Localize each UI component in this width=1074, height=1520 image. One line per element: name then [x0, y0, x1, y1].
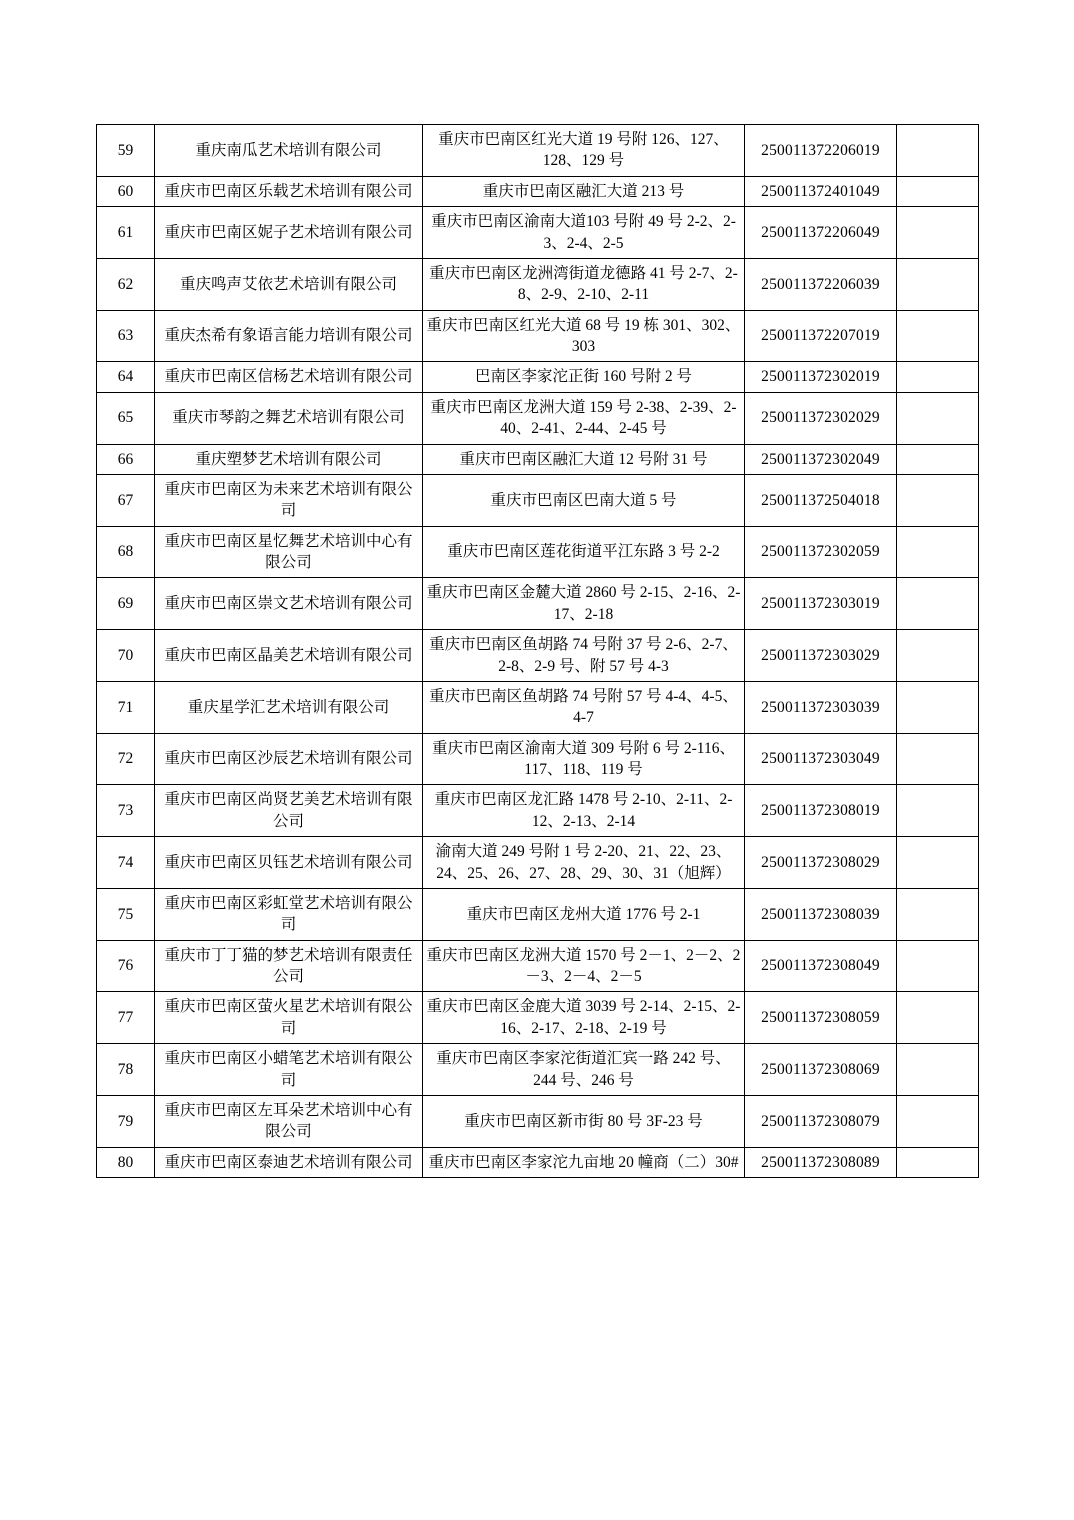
cell-note — [897, 888, 979, 940]
cell-institution-name: 重庆市巴南区沙辰艺术培训有限公司 — [155, 733, 423, 785]
cell-institution-name: 重庆南瓜艺术培训有限公司 — [155, 125, 423, 177]
cell-index: 72 — [97, 733, 155, 785]
cell-institution-name: 重庆市巴南区萤火星艺术培训有限公司 — [155, 992, 423, 1044]
cell-code: 250011372302049 — [745, 444, 897, 474]
cell-code: 250011372504018 — [745, 474, 897, 526]
cell-code: 250011372206019 — [745, 125, 897, 177]
cell-index: 78 — [97, 1044, 155, 1096]
cell-address: 重庆市巴南区渝南大道 309 号附 6 号 2-116、117、118、119 号 — [423, 733, 745, 785]
cell-note — [897, 392, 979, 444]
cell-code: 250011372302059 — [745, 526, 897, 578]
cell-code: 250011372308059 — [745, 992, 897, 1044]
table-row — [97, 207, 979, 259]
cell-note — [897, 1044, 979, 1096]
table-row — [97, 392, 979, 444]
table-row — [97, 785, 979, 837]
cell-code: 250011372308039 — [745, 888, 897, 940]
cell-institution-name: 重庆市巴南区贝钰艺术培训有限公司 — [155, 837, 423, 889]
cell-note — [897, 362, 979, 392]
cell-code: 250011372308049 — [745, 940, 897, 992]
table-row — [97, 681, 979, 733]
table-row — [97, 1044, 979, 1096]
cell-institution-name: 重庆市巴南区小蜡笔艺术培训有限公司 — [155, 1044, 423, 1096]
cell-index: 74 — [97, 837, 155, 889]
cell-code: 250011372302029 — [745, 392, 897, 444]
cell-address: 巴南区李家沱正街 160 号附 2 号 — [423, 362, 745, 392]
cell-institution-name: 重庆市巴南区星忆舞艺术培训中心有限公司 — [155, 526, 423, 578]
cell-institution-name: 重庆市巴南区妮子艺术培训有限公司 — [155, 207, 423, 259]
cell-note — [897, 681, 979, 733]
cell-address: 重庆市巴南区龙州大道 1776 号 2-1 — [423, 888, 745, 940]
cell-address: 重庆市巴南区李家沱街道汇宾一路 242 号、244 号、246 号 — [423, 1044, 745, 1096]
cell-note — [897, 785, 979, 837]
cell-institution-name: 重庆市巴南区晶美艺术培训有限公司 — [155, 630, 423, 682]
cell-code: 250011372308089 — [745, 1147, 897, 1177]
table-row — [97, 444, 979, 474]
cell-code: 250011372303049 — [745, 733, 897, 785]
cell-code: 250011372308079 — [745, 1095, 897, 1147]
table-row — [97, 1095, 979, 1147]
cell-code: 250011372308029 — [745, 837, 897, 889]
table-row — [97, 176, 979, 206]
table-row — [97, 630, 979, 682]
cell-note — [897, 176, 979, 206]
cell-institution-name: 重庆星学汇艺术培训有限公司 — [155, 681, 423, 733]
table-row — [97, 992, 979, 1044]
table-row — [97, 362, 979, 392]
table-row — [97, 1147, 979, 1177]
cell-institution-name: 重庆市丁丁猫的梦艺术培训有限责任公司 — [155, 940, 423, 992]
table-row — [97, 888, 979, 940]
cell-note — [897, 578, 979, 630]
cell-code: 250011372308069 — [745, 1044, 897, 1096]
cell-note — [897, 940, 979, 992]
cell-index: 59 — [97, 125, 155, 177]
cell-note — [897, 474, 979, 526]
cell-institution-name: 重庆市巴南区泰迪艺术培训有限公司 — [155, 1147, 423, 1177]
cell-institution-name: 重庆市巴南区信杨艺术培训有限公司 — [155, 362, 423, 392]
cell-institution-name: 重庆市巴南区左耳朵艺术培训中心有限公司 — [155, 1095, 423, 1147]
cell-code: 250011372303029 — [745, 630, 897, 682]
cell-institution-name: 重庆市巴南区尚贤艺美艺术培训有限公司 — [155, 785, 423, 837]
cell-code: 250011372308019 — [745, 785, 897, 837]
cell-code: 250011372206039 — [745, 258, 897, 310]
cell-address: 重庆市巴南区金麓大道 2860 号 2-15、2-16、2-17、2-18 — [423, 578, 745, 630]
cell-address: 重庆市巴南区鱼胡路 74 号附 37 号 2-6、2-7、2-8、2-9 号、附 57 号 4-3 — [423, 630, 745, 682]
cell-address: 重庆市巴南区龙洲湾街道龙德路 41 号 2-7、2-8、2-9、2-10、2-11 — [423, 258, 745, 310]
cell-note — [897, 630, 979, 682]
cell-code: 250011372206049 — [745, 207, 897, 259]
cell-note — [897, 1095, 979, 1147]
cell-note — [897, 837, 979, 889]
table-row — [97, 125, 979, 177]
cell-note — [897, 733, 979, 785]
cell-index: 61 — [97, 207, 155, 259]
cell-note — [897, 310, 979, 362]
table-row — [97, 474, 979, 526]
table-row — [97, 578, 979, 630]
cell-index: 75 — [97, 888, 155, 940]
cell-index: 73 — [97, 785, 155, 837]
cell-index: 63 — [97, 310, 155, 362]
cell-index: 70 — [97, 630, 155, 682]
cell-address: 重庆市巴南区红光大道 68 号 19 栋 301、302、303 — [423, 310, 745, 362]
table-row — [97, 837, 979, 889]
cell-institution-name: 重庆鸣声艾依艺术培训有限公司 — [155, 258, 423, 310]
cell-note — [897, 207, 979, 259]
cell-index: 67 — [97, 474, 155, 526]
cell-institution-name: 重庆杰希有象语言能力培训有限公司 — [155, 310, 423, 362]
table-row — [97, 733, 979, 785]
cell-code: 250011372207019 — [745, 310, 897, 362]
cell-index: 79 — [97, 1095, 155, 1147]
cell-address: 重庆市巴南区渝南大道103 号附 49 号 2-2、2-3、2-4、2-5 — [423, 207, 745, 259]
cell-institution-name: 重庆市琴韵之舞艺术培训有限公司 — [155, 392, 423, 444]
cell-address: 重庆市巴南区新市街 80 号 3F-23 号 — [423, 1095, 745, 1147]
cell-address: 重庆市巴南区莲花街道平江东路 3 号 2-2 — [423, 526, 745, 578]
cell-address: 重庆市巴南区龙汇路 1478 号 2-10、2-11、2-12、2-13、2-14 — [423, 785, 745, 837]
cell-note — [897, 444, 979, 474]
cell-address: 重庆市巴南区融汇大道 12 号附 31 号 — [423, 444, 745, 474]
cell-index: 71 — [97, 681, 155, 733]
cell-note — [897, 1147, 979, 1177]
training-institutions-table — [96, 124, 979, 1178]
cell-address: 渝南大道 249 号附 1 号 2-20、21、22、23、24、25、26、27、28、29、30、31（旭辉） — [423, 837, 745, 889]
cell-address: 重庆市巴南区融汇大道 213 号 — [423, 176, 745, 206]
cell-index: 64 — [97, 362, 155, 392]
cell-index: 62 — [97, 258, 155, 310]
cell-address: 重庆市巴南区红光大道 19 号附 126、127、128、129 号 — [423, 125, 745, 177]
cell-address: 重庆市巴南区金鹿大道 3039 号 2-14、2-15、2-16、2-17、2-18、2-19 号 — [423, 992, 745, 1044]
cell-index: 76 — [97, 940, 155, 992]
cell-code: 250011372302019 — [745, 362, 897, 392]
cell-index: 69 — [97, 578, 155, 630]
table-row — [97, 940, 979, 992]
cell-address: 重庆市巴南区龙洲大道 1570 号 2－1、2－2、2－3、2－4、2－5 — [423, 940, 745, 992]
cell-index: 65 — [97, 392, 155, 444]
cell-address: 重庆市巴南区李家沱九亩地 20 幢商（二）30# — [423, 1147, 745, 1177]
cell-code: 250011372401049 — [745, 176, 897, 206]
table-row — [97, 526, 979, 578]
cell-index: 60 — [97, 176, 155, 206]
cell-institution-name: 重庆市巴南区崇文艺术培训有限公司 — [155, 578, 423, 630]
cell-index: 68 — [97, 526, 155, 578]
table-row — [97, 310, 979, 362]
cell-index: 80 — [97, 1147, 155, 1177]
cell-address: 重庆市巴南区龙洲大道 159 号 2-38、2-39、2-40、2-41、2-44、2-45 号 — [423, 392, 745, 444]
cell-code: 250011372303019 — [745, 578, 897, 630]
table-body — [97, 125, 979, 1178]
cell-note — [897, 258, 979, 310]
cell-institution-name: 重庆市巴南区彩虹堂艺术培训有限公司 — [155, 888, 423, 940]
cell-institution-name: 重庆市巴南区为未来艺术培训有限公司 — [155, 474, 423, 526]
cell-institution-name: 重庆塑梦艺术培训有限公司 — [155, 444, 423, 474]
cell-index: 77 — [97, 992, 155, 1044]
cell-note — [897, 992, 979, 1044]
cell-note — [897, 526, 979, 578]
table-row — [97, 258, 979, 310]
cell-address: 重庆市巴南区鱼胡路 74 号附 57 号 4-4、4-5、4-7 — [423, 681, 745, 733]
cell-code: 250011372303039 — [745, 681, 897, 733]
cell-address: 重庆市巴南区巴南大道 5 号 — [423, 474, 745, 526]
cell-index: 66 — [97, 444, 155, 474]
cell-note — [897, 125, 979, 177]
cell-institution-name: 重庆市巴南区乐载艺术培训有限公司 — [155, 176, 423, 206]
